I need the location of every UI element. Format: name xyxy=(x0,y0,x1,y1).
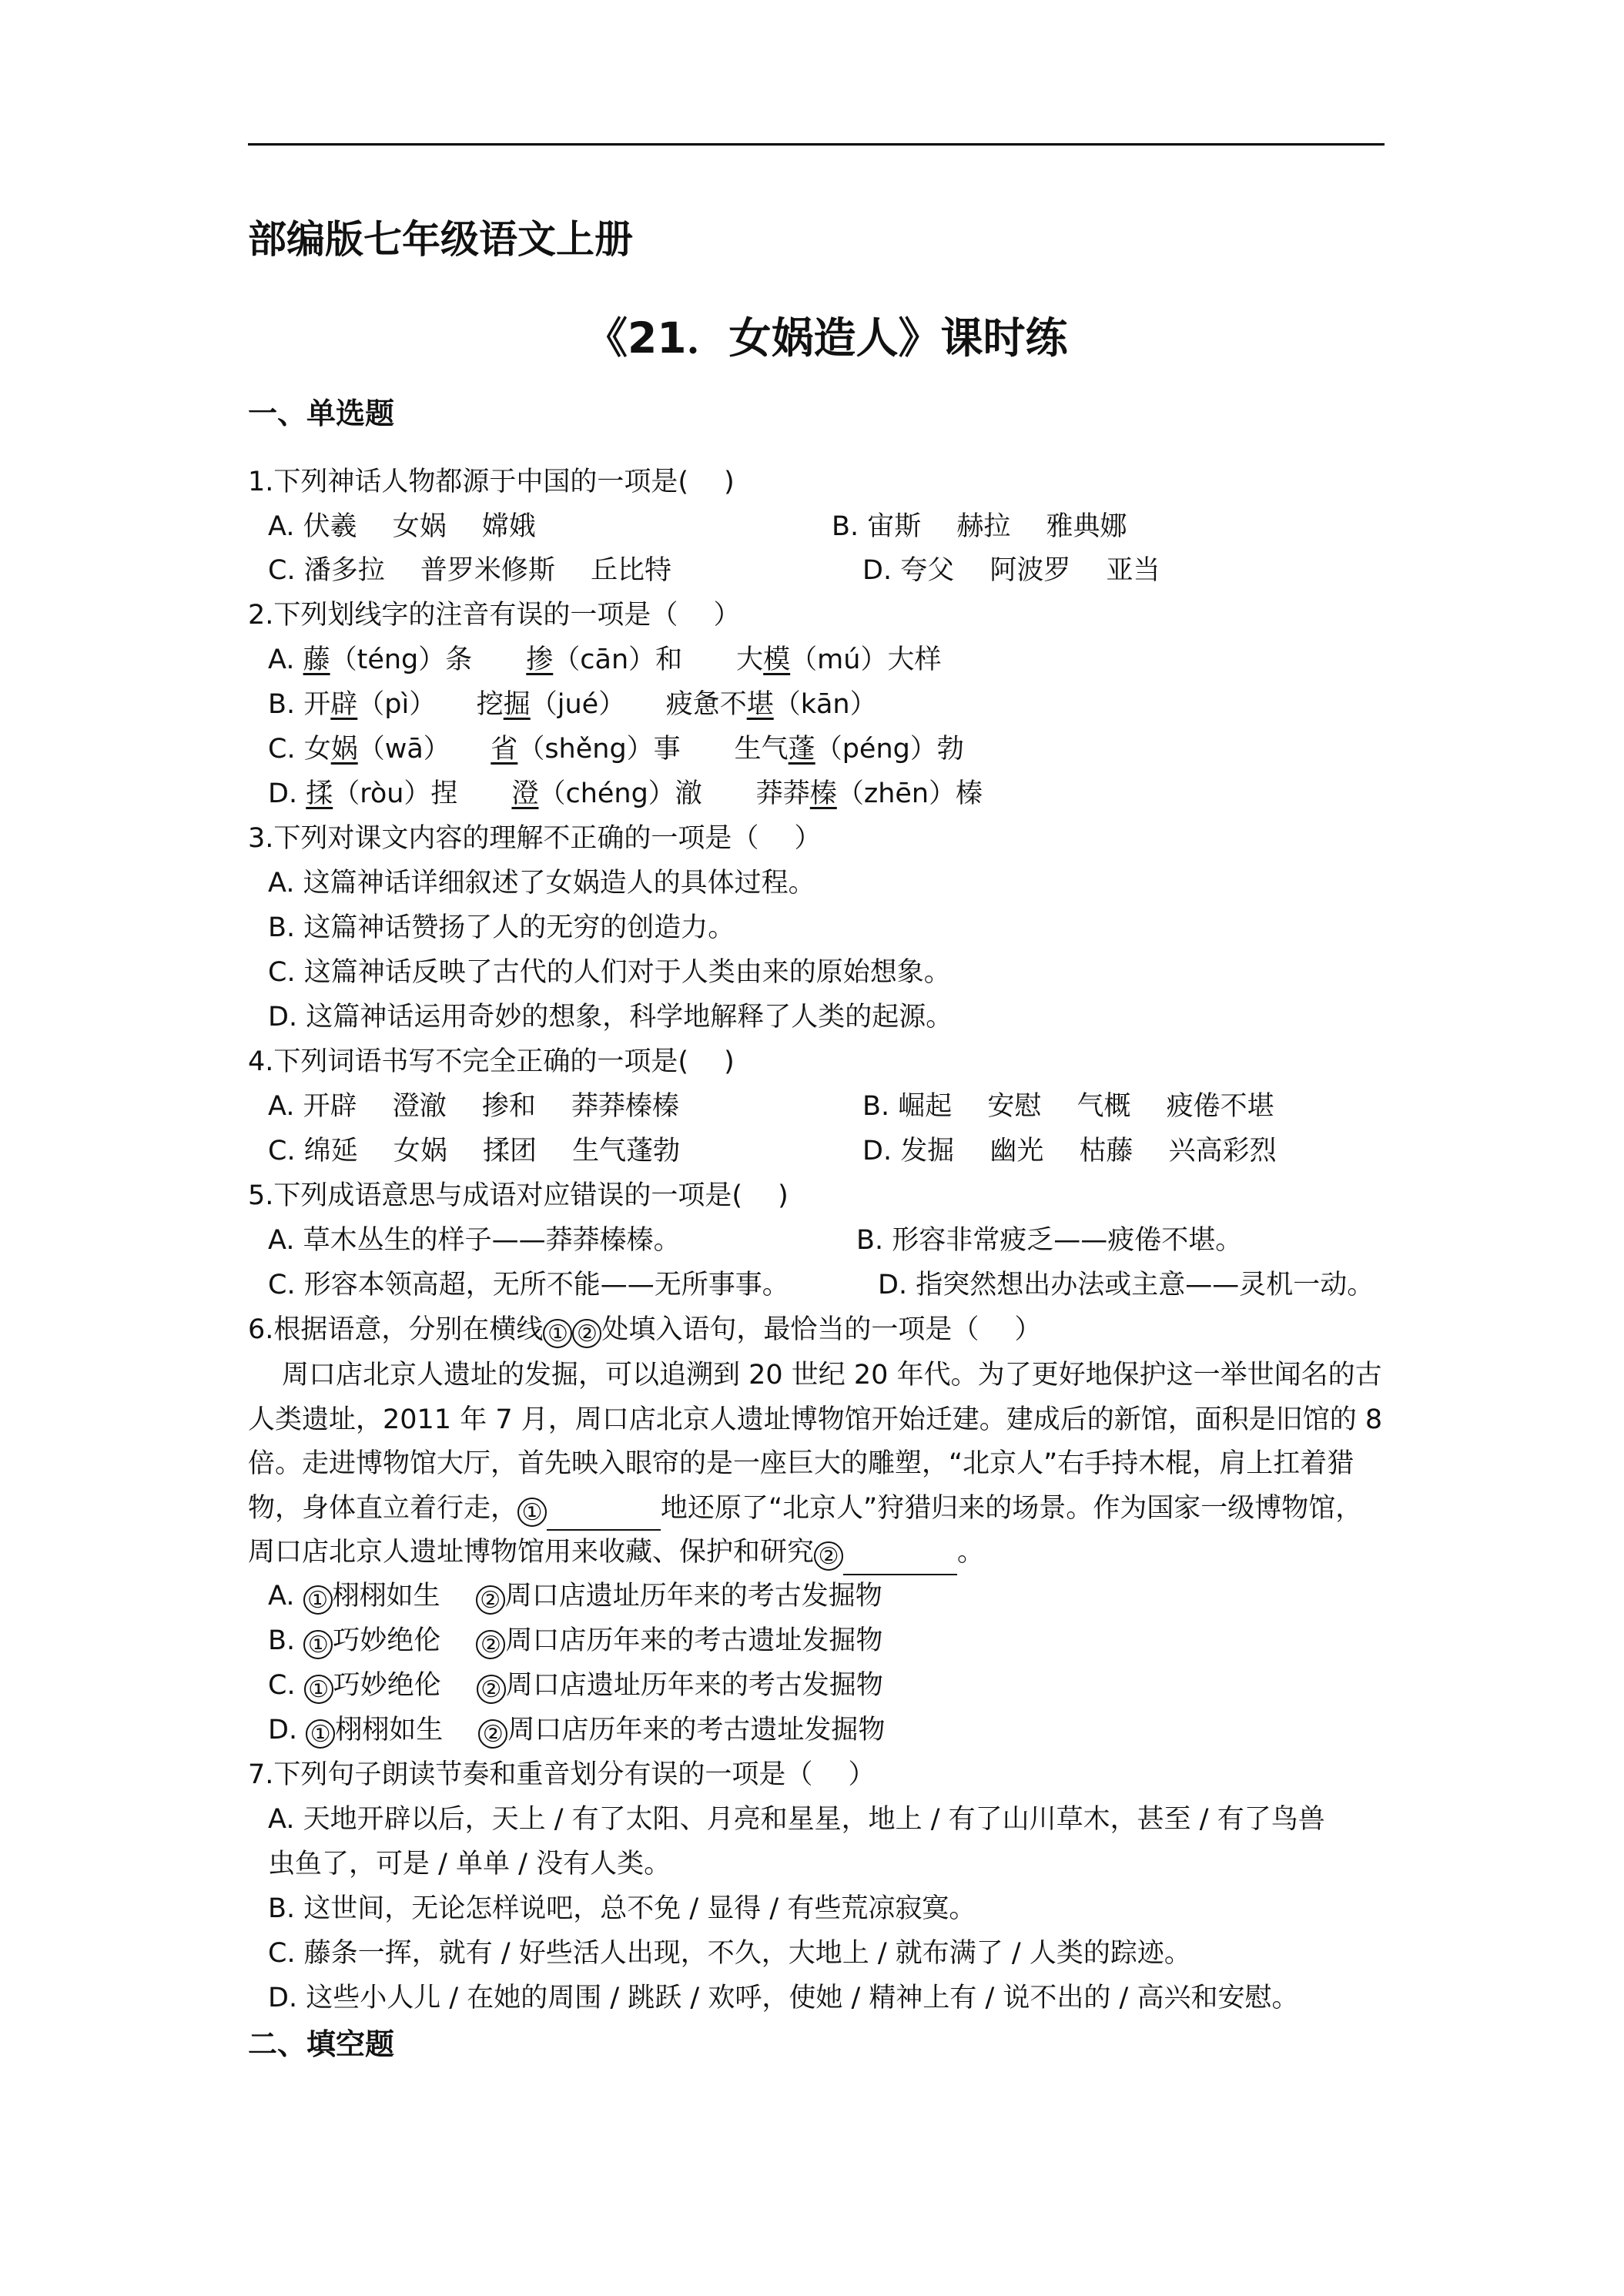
underlined-char: 蓬 xyxy=(788,734,815,765)
question-5-option-b: B. 形容非常疲乏——疲倦不堪。 xyxy=(856,1225,1243,1256)
underlined-char: 澄 xyxy=(511,778,539,809)
question-5-option-c: C. 形容本领高超，无所不能——无所事事。 xyxy=(268,1270,789,1300)
section-heading-single-choice: 一、单选题 xyxy=(248,397,395,430)
question-2-option-c: C. 女娲（wā） 省（shěng）事 生气蓬（péng）勃 xyxy=(268,734,964,765)
question-7-option-a-line-2: 虫鱼了，可是 / 单单 / 没有人类。 xyxy=(268,1849,671,1879)
answer-blank-1[interactable] xyxy=(547,1501,661,1531)
underlined-char: 辟 xyxy=(330,689,358,720)
question-1-option-c: C. 潘多拉 普罗米修斯 丘比特 xyxy=(268,555,671,586)
question-3-option-a: A. 这篇神话详细叙述了女娲造人的具体过程。 xyxy=(268,868,815,899)
underlined-char: 娲 xyxy=(330,734,358,765)
question-2-option-b: B. 开辟（pì） 挖掘（jué） 疲惫不堪（kān） xyxy=(268,689,877,720)
circled-number-2: ② xyxy=(814,1541,843,1571)
question-3-option-c: C. 这篇神话反映了古代的人们对于人类由来的原始想象。 xyxy=(268,957,951,988)
question-7-stem: 7.下列句子朗读节奏和重音划分有误的一项是（ ） xyxy=(248,1759,876,1790)
question-6-option-a: A. ① 栩栩如生 ② 周口店遗址历年来的考古发掘物 xyxy=(268,1581,882,1614)
section-heading-fill-blank: 二、填空题 xyxy=(248,2027,395,2061)
question-6-option-d: D. ① 栩栩如生 ② 周口店历年来的考古遗址发掘物 xyxy=(268,1715,886,1748)
circled-number-2: ② xyxy=(572,1319,601,1348)
underlined-char: 掺 xyxy=(526,644,554,675)
question-1-stem: 1.下列神话人物都源于中国的一项是( ) xyxy=(248,467,735,497)
question-3-option-d: D. 这篇神话运用奇妙的想象，科学地解释了人类的起源。 xyxy=(268,1002,953,1033)
circled-number-1: ① xyxy=(543,1319,572,1348)
page-title: 《21．女娲造人》课时练 xyxy=(585,313,1068,363)
question-1-option-a: A. 伏羲 女娲 嫦娥 xyxy=(268,511,536,542)
question-5-stem: 5.下列成语意思与成语对应错误的一项是( ) xyxy=(248,1180,789,1211)
question-1-option-b: B. 宙斯 赫拉 雅典娜 xyxy=(832,511,1127,542)
answer-blank-2[interactable] xyxy=(843,1546,957,1575)
question-7-option-c: C. 藤条一挥，就有 / 好些活人出现，不久，大地上 / 就布满了 / 人类的踪迹。 xyxy=(268,1938,1191,1969)
question-1-option-d: D. 夸父 阿波罗 亚当 xyxy=(862,555,1160,586)
circled-number-1: ① xyxy=(517,1498,547,1527)
question-7-option-a-line-1: A. 天地开辟以后，天上 / 有了太阳、月亮和星星，地上 / 有了山川草木，甚至 / 有了鸟兽 xyxy=(268,1804,1325,1835)
question-5-option-d: D. 指突然想出办法或主意——灵机一动。 xyxy=(878,1270,1375,1300)
underlined-char: 堪 xyxy=(746,689,774,720)
question-3-option-b: B. 这篇神话赞扬了人的无穷的创造力。 xyxy=(268,912,735,943)
underlined-char: 藤 xyxy=(303,644,330,675)
question-4-stem: 4.下列词语书写不完全正确的一项是( ) xyxy=(248,1046,735,1077)
question-3-stem: 3.下列对课文内容的理解不正确的一项是（ ） xyxy=(248,823,822,854)
question-6-option-c: C. ① 巧妙绝伦 ② 周口店遗址历年来的考古发掘物 xyxy=(268,1670,883,1703)
question-6-passage: 周口店北京人遗址的发掘，可以追溯到 20 世纪 20 年代。为了更好地保护这一举世闻名的古人类遗址，2011 年 7 月，周口店北京人遗址博物馆开始迁建。建成后的新馆，面积是旧馆的 8 倍。走进博物馆大厅，首先映入眼帘的是一座巨大的雕塑，“北京人”右手持木棍，肩上扛着猎物，身体直立着行走， ① 地还原了“北京人”狩猎归来的场景。作为国家一级博物馆，周口店北京人遗址博物馆用来收藏、保护和研究 ② 。 xyxy=(248,1354,1385,1575)
question-6-option-b: B. ① 巧妙绝伦 ② 周口店历年来的考古遗址发掘物 xyxy=(268,1625,883,1658)
question-4-option-d: D. 发掘 幽光 枯藤 兴高彩烈 xyxy=(862,1136,1277,1166)
series-title: 部编版七年级语文上册 xyxy=(248,217,633,262)
header-rule xyxy=(248,143,1385,146)
question-5-option-a: A. 草木丛生的样子——莽莽榛榛。 xyxy=(268,1225,681,1256)
underlined-char: 榛 xyxy=(809,778,837,809)
question-4-option-a: A. 开辟 澄澈 掺和 莽莽榛榛 xyxy=(268,1091,679,1122)
underlined-char: 掘 xyxy=(503,689,531,720)
question-4-option-c: C. 绵延 女娲 揉团 生气蓬勃 xyxy=(268,1136,681,1166)
question-2-option-a: A. 藤（téng）条 掺（cān）和 大模（mú）大样 xyxy=(268,644,942,675)
question-2-option-d: D. 揉（ròu）捏 澄（chéng）澈 莽莽榛（zhēn）榛 xyxy=(268,778,983,809)
underlined-char: 省 xyxy=(491,734,518,765)
question-6-stem: 6.根据语意，分别在横线 ① ② 处填入语句，最恰当的一项是（ ） xyxy=(248,1314,1042,1347)
question-7-option-b: B. 这世间，无论怎样说吧，总不免 / 显得 / 有些荒凉寂寞。 xyxy=(268,1893,976,1924)
underlined-char: 揉 xyxy=(306,778,333,809)
underlined-char: 模 xyxy=(763,644,791,675)
question-2-stem: 2.下列划线字的注音有误的一项是（ ） xyxy=(248,600,741,631)
question-4-option-b: B. 崛起 安慰 气概 疲倦不堪 xyxy=(862,1091,1274,1122)
question-7-option-d: D. 这些小人儿 / 在她的周围 / 跳跃 / 欢呼，使她 / 精神上有 / 说不出的 / 高兴和安慰。 xyxy=(268,1983,1299,2013)
